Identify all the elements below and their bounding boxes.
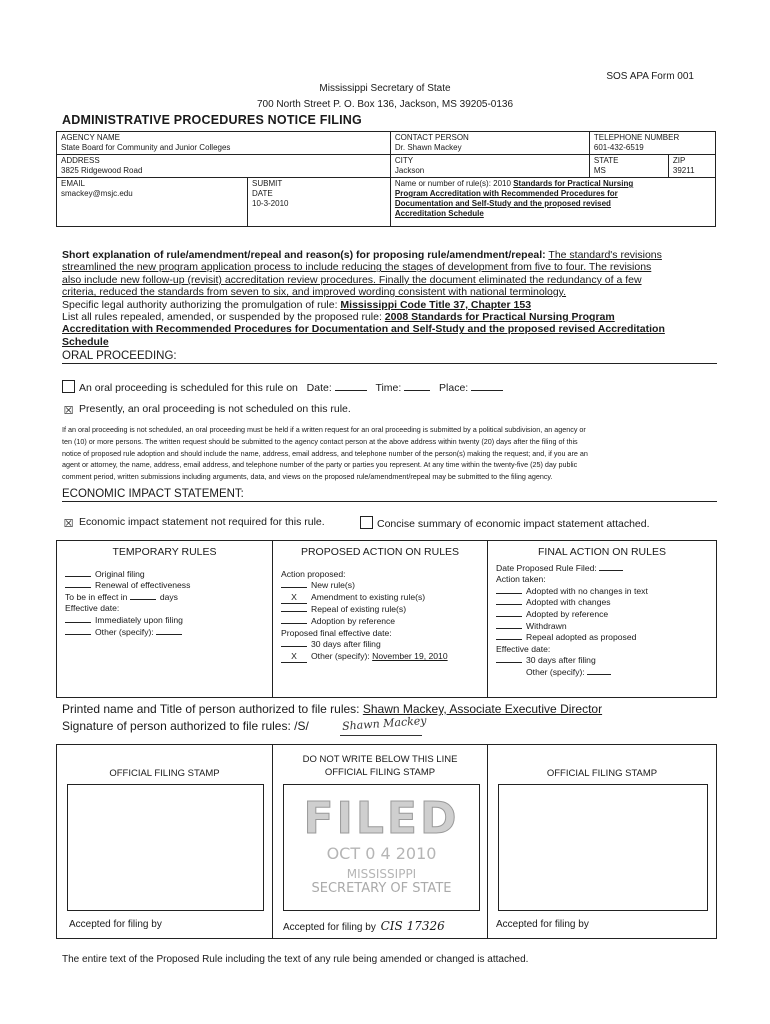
final-other-field[interactable] <box>587 674 611 675</box>
oral-fine-line-4: agent or attorney, the name, address, email address, and telephone number of the party or parties you represent. At any time within the twenty-five (25) day public <box>62 460 578 470</box>
temp-in-effect-label: To be in effect in <box>65 591 128 602</box>
city-label: CITY <box>394 156 414 165</box>
proposed-new-field[interactable] <box>281 587 307 588</box>
explanation-label: Short explanation of rule/amendment/repeal and reason(s) for proposing rule/amendment/repeal: <box>62 249 546 261</box>
economic-impact-heading: ECONOMIC IMPACT STATEMENT: <box>62 488 717 502</box>
final-with-changes-label: Adopted with changes <box>526 597 611 608</box>
proposed-30days-field[interactable] <box>281 646 307 647</box>
rule-name-line-1: Standards for Practical Nursing <box>513 179 634 188</box>
temp-renewal-label: Renewal of effectiveness <box>95 580 191 591</box>
oral-fine-line-3: notice of proposed rule adoption and should include the name, address, email address, and telephone number of the person(s) making the request; and, if you are an <box>62 448 588 458</box>
proposed-other-field[interactable]: X <box>281 651 307 664</box>
final-no-changes-label: Adopted with no changes in text <box>526 585 648 596</box>
oral-option-not-scheduled[interactable] <box>62 403 351 417</box>
temp-immediately-field[interactable] <box>65 622 91 623</box>
proposed-adoption-field[interactable] <box>281 623 307 624</box>
oral-place-label: Place: <box>439 382 469 394</box>
final-no-changes-field[interactable] <box>496 593 522 594</box>
temp-immediately-label: Immediately upon filing <box>95 614 183 625</box>
printed-name-row <box>62 702 602 716</box>
contact-person-value[interactable]: Dr. Shawn Mackey <box>394 143 462 152</box>
signature-row <box>62 719 309 733</box>
final-effective-label: Effective date: <box>496 643 551 654</box>
temp-other-field[interactable] <box>65 634 91 635</box>
signature-label: Signature of person authorized to file rules: /S/ <box>62 719 309 733</box>
final-repeal-label: Repeal adopted as proposed <box>526 632 637 643</box>
state-value[interactable]: MS <box>593 166 606 175</box>
final-withdrawn-label: Withdrawn <box>526 620 567 631</box>
oral-fine-line-5: comment period, written submissions including arguments, data, and views on the proposed rule/amendment/repeal may be submitted to the filing agency. <box>62 472 553 482</box>
middle-accepted-row <box>283 919 445 933</box>
footer-note: The entire text of the Proposed Rule including the text of any rule being amended or changed is attached. <box>62 954 529 965</box>
temp-other-specify-field[interactable] <box>156 634 182 635</box>
temp-renewal-field[interactable] <box>65 587 91 588</box>
final-other-label: Other (specify): <box>526 666 585 677</box>
proposed-amendment-label: Amendment to existing rule(s) <box>311 591 426 602</box>
middle-stamp-panel <box>272 744 488 938</box>
final-date-proposed-field[interactable] <box>599 570 623 571</box>
stamp-section-top-border <box>56 744 717 745</box>
explanation-text-2: streamlined the new program application process to include reducing the stages of development from five to four. The revisions <box>62 261 652 274</box>
left-stamp-box[interactable] <box>67 784 264 911</box>
final-by-reference-field[interactable] <box>496 616 522 617</box>
final-with-changes-field[interactable] <box>496 604 522 605</box>
oral-fine-line-1: If an oral proceeding is not scheduled, an oral proceeding must be held if a written request for an oral proceeding is submitted by a political subdivision, an agency or <box>62 425 586 434</box>
proposed-final-label: Proposed final effective date: <box>281 627 392 638</box>
filed-stamp-state: MISSISSIPPI <box>346 867 417 881</box>
signature-scrawl: Shawn Mackey <box>341 714 427 733</box>
office-address: 700 North Street P. O. Box 136, Jackson, MS 39205-0136 <box>256 99 514 110</box>
date-label: DATE <box>252 189 273 198</box>
temporary-rules-panel <box>56 540 273 698</box>
oral-fine-line-2: ten (10) or more persons. The written request should be submitted to the agency contact person at the above address within twenty (20) days after the filing of this <box>62 436 578 446</box>
oral-date-field[interactable] <box>335 390 367 391</box>
rule-name-line-3: Documentation and Self-Study and the proposed revised <box>394 199 611 208</box>
right-stamp-panel <box>487 744 717 938</box>
filed-stamp-office: SECRETARY OF STATE <box>311 881 452 896</box>
oral-scheduled-label: An oral proceeding is scheduled for this rule on <box>79 382 298 394</box>
right-stamp-heading: OFFICIAL FILING STAMP <box>546 768 658 779</box>
economic-summary-label: Concise summary of economic impact statement attached. <box>377 518 650 530</box>
address-label: ADDRESS <box>61 156 100 165</box>
final-repeal-field[interactable] <box>496 639 522 640</box>
proposed-30days-label: 30 days after filing <box>311 639 381 650</box>
state-label: STATE <box>593 156 619 165</box>
explanation-block <box>62 249 722 348</box>
proposed-action-label: Action proposed: <box>281 568 346 579</box>
repealed-line-1: 2008 Standards for Practical Nursing Program <box>384 311 615 324</box>
proposed-other-value[interactable]: November 19, 2010 <box>372 650 448 661</box>
do-not-write-notice: DO NOT WRITE BELOW THIS LINE <box>302 754 458 765</box>
final-withdrawn-field[interactable] <box>496 628 522 629</box>
middle-accepted-handwriting[interactable]: CIS 17326 <box>380 919 445 933</box>
proposed-other-label: Other (specify): <box>311 650 370 661</box>
proposed-repeal-label: Repeal of existing rule(s) <box>311 604 407 615</box>
address-value[interactable]: 3825 Ridgewood Road <box>61 166 143 175</box>
zip-value[interactable]: 39211 <box>672 166 695 175</box>
economic-option-not-required[interactable] <box>62 516 325 530</box>
rule-name-line-4: Accreditation Schedule <box>394 209 484 218</box>
right-stamp-box[interactable] <box>498 784 708 911</box>
temp-effective-label: Effective date: <box>65 603 120 614</box>
economic-not-required-checkbox[interactable]: ☒ <box>63 518 74 530</box>
agency-name-label: AGENCY NAME <box>61 133 120 142</box>
final-date-proposed-label: Date Proposed Rule Filed: <box>496 562 597 573</box>
proposed-action-heading: PROPOSED ACTION ON RULES <box>300 546 460 558</box>
submit-date-value[interactable]: 10-3-2010 <box>252 199 289 208</box>
repealed-line-3: Schedule <box>62 335 109 348</box>
temp-other-label: Other (specify): <box>95 626 154 637</box>
agency-name-value[interactable]: State Board for Community and Junior Colleges <box>61 143 231 152</box>
explanation-text-1: The standard's revisions <box>548 249 662 261</box>
oral-place-field[interactable] <box>471 390 503 391</box>
agency-info-table <box>56 131 716 227</box>
email-value[interactable]: smackey@msjc.edu <box>61 189 133 198</box>
temp-days-field[interactable] <box>130 599 156 600</box>
filed-stamp-date: OCT 0 4 2010 <box>326 844 437 863</box>
oral-proceeding-heading: ORAL PROCEEDING: <box>62 350 717 364</box>
printed-name-value[interactable]: Shawn Mackey, Associate Executive Director <box>362 702 603 716</box>
oral-not-scheduled-label: Presently, an oral proceeding is not scheduled on this rule. <box>79 403 351 415</box>
authority-value: Mississippi Code Title 37, Chapter 153 <box>340 298 532 311</box>
final-by-reference-label: Adopted by reference <box>526 608 609 619</box>
printed-name-label: Printed name and Title of person authorized to file rules: <box>62 702 360 716</box>
repealed-label: List all rules repealed, amended, or suspended by the proposed rule: <box>62 311 382 324</box>
rule-name-prefix: Name or number of rule(s): 2010 <box>394 179 511 188</box>
proposed-adoption-label: Adoption by reference <box>311 615 396 626</box>
stamp-section-bottom-border <box>56 938 717 939</box>
proposed-action-panel <box>272 540 488 698</box>
left-stamp-panel <box>56 744 273 938</box>
economic-option-summary[interactable] <box>360 516 650 530</box>
middle-stamp-box[interactable] <box>283 784 480 911</box>
repealed-line-2: Accreditation with Recommended Procedures for Documentation and Self-Study and the proposed revised Accreditation <box>62 323 665 336</box>
rule-name-line-2: Program Accreditation with Recommended Procedures for <box>394 189 618 198</box>
signature-underline <box>340 735 422 736</box>
temp-days-label: days <box>159 591 178 602</box>
zip-label: ZIP <box>672 156 686 165</box>
telephone-label: TELEPHONE NUMBER <box>593 133 680 142</box>
proposed-amendment-field[interactable]: X <box>281 592 307 605</box>
oral-not-scheduled-checkbox[interactable]: ☒ <box>63 405 74 417</box>
telephone-value[interactable]: 601-432-6519 <box>593 143 644 152</box>
temporary-rules-heading: TEMPORARY RULES <box>112 546 217 558</box>
authority-label: Specific legal authority authorizing the promulgation of rule: <box>62 298 338 311</box>
economic-summary-checkbox[interactable] <box>360 516 373 529</box>
final-30days-field[interactable] <box>496 662 522 663</box>
temp-original-label: Original filing <box>95 568 145 579</box>
proposed-repeal-field[interactable] <box>281 611 307 612</box>
middle-stamp-heading: OFFICIAL FILING STAMP <box>324 767 436 778</box>
explanation-text-4: criteria, reduced the standards from seven to six, and improved wording consistent with national terminology. <box>62 286 567 299</box>
submit-label: SUBMIT <box>252 179 283 188</box>
left-stamp-heading: OFFICIAL FILING STAMP <box>109 768 220 779</box>
oral-time-field[interactable] <box>404 390 430 391</box>
economic-not-required-label: Economic impact statement not required for this rule. <box>79 516 325 528</box>
form-title: ADMINISTRATIVE PROCEDURES NOTICE FILING <box>62 113 362 127</box>
explanation-text-3: also include new follow-up (revisit) accreditation review procedures. Finally the document eliminated the redundancy of a few <box>62 273 642 286</box>
final-action-heading: FINAL ACTION ON RULES <box>538 546 666 558</box>
office-name: Mississippi Secretary of State <box>319 83 451 94</box>
final-30days-label: 30 days after filing <box>526 655 596 666</box>
oral-option-scheduled[interactable] <box>62 380 503 394</box>
proposed-new-label: New rule(s) <box>311 580 355 591</box>
form-number: SOS APA Form 001 <box>606 71 694 82</box>
middle-accepted-label: Accepted for filing by <box>283 922 376 933</box>
email-label: EMAIL <box>61 179 86 188</box>
left-accepted-label: Accepted for filing by <box>69 919 162 930</box>
filed-stamp-word: FILED <box>303 793 460 844</box>
city-value[interactable]: Jackson <box>394 166 425 175</box>
oral-scheduled-checkbox[interactable] <box>62 380 75 393</box>
oral-time-label: Time: <box>375 382 402 394</box>
oral-fine-print <box>62 424 722 483</box>
contact-person-label: CONTACT PERSON <box>394 133 469 142</box>
final-action-panel <box>487 540 717 698</box>
temp-original-field[interactable] <box>65 576 91 577</box>
final-action-taken-label: Action taken: <box>496 574 546 585</box>
oral-date-label: Date: <box>306 382 332 394</box>
right-accepted-label: Accepted for filing by <box>496 919 589 930</box>
